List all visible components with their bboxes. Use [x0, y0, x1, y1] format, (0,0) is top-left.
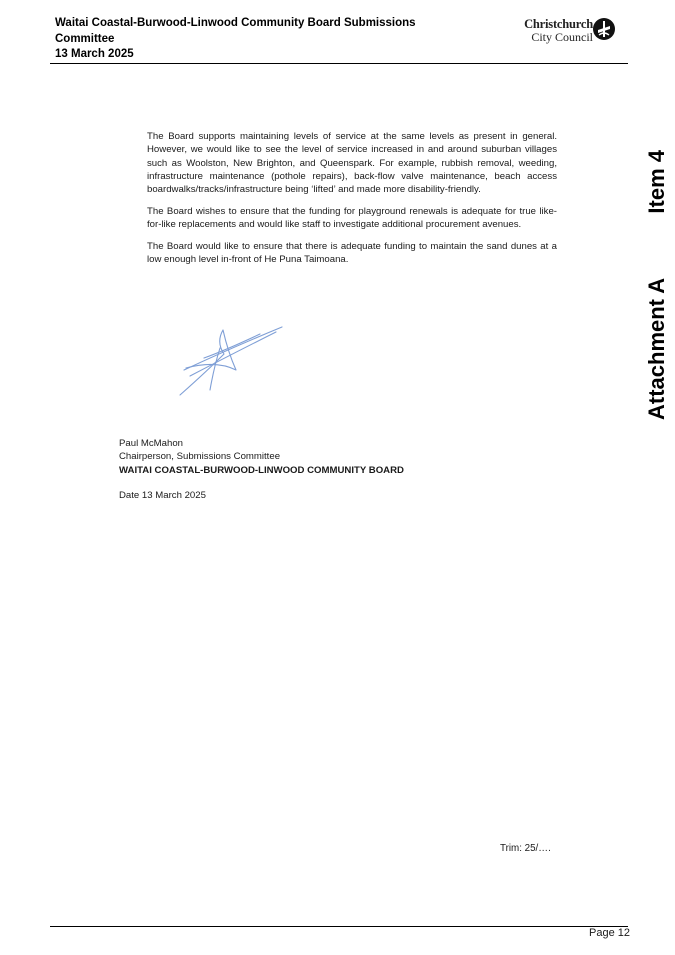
signatory-role: Chairperson, Submissions Committee [119, 451, 281, 463]
document-header-title [55, 16, 455, 63]
submission-body [147, 130, 557, 275]
signature-block [119, 437, 404, 477]
page-number: Page 12 [589, 927, 630, 939]
attachment-label: Attachment A [644, 277, 669, 420]
council-logo [508, 16, 620, 44]
paragraph-playground-renewals: The Board wishes to ensure that the funding for playground renewals is adequate for true like-for-like replacements and would like staff to investigate additional procurement avenues. [147, 205, 557, 231]
footer-divider [50, 926, 628, 927]
paragraph-levels-of-service: The Board supports maintaining levels of service at the same levels as present in general. However, we would like to see the level of service increased in and around suburban villages such as Woolston, New Brighton, and Queenspark. For example, rubbish removal, weeding, infrastructure maintenance (pothole repairs), back-flow valve maintenance, beach access boardwalks/tracks/infrastructure being ‘lifted’ and made more disability-friendly. [147, 131, 557, 196]
signature-date: Date 13 March 2025 [119, 490, 206, 501]
logo-text-line2: City Council [531, 30, 593, 44]
header-title-line1: Waitai Coastal-Burwood-Linwood Community Board Submissions [55, 17, 416, 29]
signatory-name: Paul McMahon [119, 438, 183, 449]
trim-reference: Trim: 25/…. [500, 843, 551, 854]
header-title-line2: Committee [55, 32, 115, 45]
signatory-organisation: WAITAI COASTAL-BURWOOD-LINWOOD COMMUNITY BOARD [119, 464, 404, 476]
paragraph-sand-dunes: The Board would like to ensure that there is adequate funding to maintain the sand dunes at a low enough level in-front of He Puna Taimoana. [147, 241, 557, 266]
christchurch-city-council-logo-icon [592, 17, 616, 41]
header-date: 13 March 2025 [55, 48, 134, 60]
header-divider [50, 63, 628, 64]
handwritten-signature [176, 322, 288, 400]
item-label: Item 4 [644, 150, 669, 214]
logo-text-line1: Christchurch [524, 17, 593, 31]
side-attachment-label [641, 150, 673, 420]
